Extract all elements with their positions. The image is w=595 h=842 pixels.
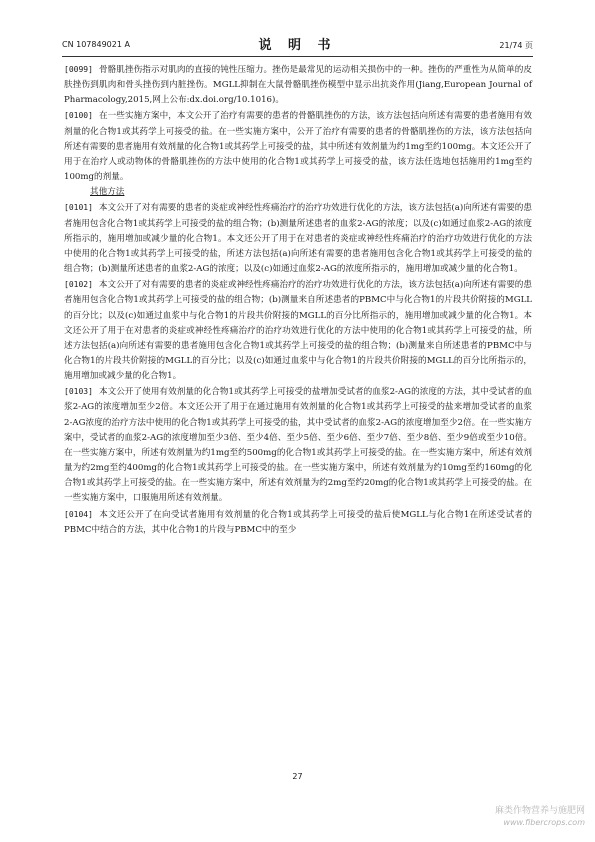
document-title: 说 明 书 — [258, 38, 337, 53]
paragraph-number: [0104] — [64, 509, 93, 519]
paragraph-text: 骨骼肌挫伤指示对肌肉的直接的钝性压缩力。挫伤是最常见的运动相关损伤中的一种。挫伤的严重性为从简单的皮肤挫伤到肌肉和骨头挫伤到内脏挫伤。MGLL抑制在大鼠骨骼肌挫伤模型中显示出抗炎作用(Jiang,European Journal of Pharmacology,2015,网上公布:dx.doi.org/10.1016)。 — [64, 65, 532, 106]
page-number: 27 — [292, 772, 303, 781]
patent-number: CN 107849021 A — [62, 40, 130, 49]
paragraph-0104 — [64, 507, 532, 538]
paragraph-0102 — [64, 277, 532, 384]
section-heading — [64, 185, 532, 200]
paragraph-0099 — [64, 62, 532, 108]
watermark — [455, 806, 585, 828]
paragraph-0103 — [64, 384, 532, 506]
paragraph-text: 本文公开了对有需要的患者的炎症或神经性疼痛治疗的治疗功效进行优化的方法，该方法包括(a)向所述有需要的患者施用包含化合物1或其药学上可接受的盐的组合物；(b)测量来自所述患者的PBMC中与化合物1的片段共价附接的MGLL的百分比；以及(c)如通过血浆中与化合物1的片段共价附接的MGLL的百分比所指示的，施用增加或减少量的化合物1。本文还公开了用于在对患者的炎症或神经性疼痛治疗的治疗功效进行优化的方法中使用的化合物1或其药学上可接受的盐，所述方法包括(a)向所述有需要的患者施用包含化合物1或其药学上可接受的盐的组合物；(b)测量来自所述患者的PBMC中与化合物1的片段共价附接的MGLL的百分比；以及(c)如通过血浆中与化合物1的片段共价附接的MGLL的百分比所指示的，施用增加或减少量的化合物1。 — [64, 280, 532, 382]
paragraph-number: [0101] — [64, 203, 93, 213]
paragraph-text: 本文公开了使用有效剂量的化合物1或其药学上可接受的盐增加受试者的血浆2-AG的浓度的方法，其中受试者的血浆2-AG的浓度增加至少2倍。本文还公开了用于在通过施用有效剂量的化合物1或其药学上可接受的盐来增加受试者的血浆2-AG浓度的治疗方法中使用的化合物1或其药学上可接受的盐，其中受试者的血浆2-AG的浓度增加至少2倍。在一些实施方案中，受试者的血浆2-AG的浓度增加至少3倍、至少4倍、至少5倍、至少6倍、至少7倍、至少8倍、至少9倍或至少10倍。在一些实施方案中，所述有效剂量为约1mg至约500mg的化合物1或其药学上可接受的盐。在一些实施方案中，所述有效剂量为约2mg至约400mg的化合物1或其药学上可接受的盐。在一些实施方案中，所述有效剂量为约10mg至约160mg的化合物1或其药学上可接受的盐。在一些实施方案中，所述有效剂量为约2mg至约20mg的化合物1或其药学上可接受的盐。在一些实施方案中，口服施用所述有效剂量。 — [64, 387, 532, 504]
paragraph-text: 本文公开了对有需要的患者的炎症或神经性疼痛治疗的治疗功效进行优化的方法，该方法包括(a)向所述有需要的患者施用包含化合物1或其药学上可接受的盐的组合物；(b)测量所述患者的血浆2-AG的浓度；以及(c)如通过血浆2-AG的浓度所指示的，施用增加或减少量的化合物1。本文还公开了用于在对患者的炎症或神经性疼痛治疗的治疗功效进行优化的方法中使用的化合物1或其药学上可接受的盐，所述方法包括(a)向所述有需要的患者施用包含化合物1或其药学上可接受的盐的组合物；(b)测量所述患者的血浆2-AG的浓度；以及(c)如通过血浆2-AG的浓度所指示的，施用增加或减少量的化合物1。 — [64, 203, 532, 275]
document-body — [64, 62, 532, 538]
page-reference: 21/74 页 — [499, 41, 533, 50]
watermark-site-name: 麻类作物营养与施肥网 — [494, 806, 585, 816]
paragraph-0101 — [64, 200, 532, 277]
section-heading-text: 其他方法 — [90, 187, 125, 198]
paragraph-number: [0100] — [64, 111, 93, 121]
paragraph-number: [0099] — [64, 65, 93, 74]
paragraph-text: 本文还公开了在向受试者施用有效剂量的化合物1或其药学上可接受的盐后使MGLL与化合物1在所述受试者的PBMC中结合的方法，其中化合物1的片段与PBMC中的至少 — [64, 509, 532, 535]
paragraph-0100 — [64, 108, 532, 185]
page-header — [62, 34, 533, 57]
paragraph-text: 在一些实施方案中，本文公开了治疗有需要的患者的骨骼肌挫伤的方法，该方法包括向所述有需要的患者施用有效剂量的化合物1或其药学上可接受的盐。在一些实施方案中，公开了治疗有需要的患者的骨骼肌挫伤的方法，该方法包括向所述有需要的患者施用有效剂量的化合物1或其药学上可接受的盐，其中所述有效剂量为约1mg至约100mg。本文还公开了用于在治疗人或动物体的骨骼肌挫伤的方法中使用的化合物1或其药学上可接受的盐，该方法任选地包括施用约1mg至约100mg的剂量。 — [64, 111, 532, 183]
paragraph-number: [0102] — [64, 280, 93, 290]
paragraph-number: [0103] — [64, 387, 93, 397]
watermark-url: www.fibercrops.com — [503, 818, 585, 827]
